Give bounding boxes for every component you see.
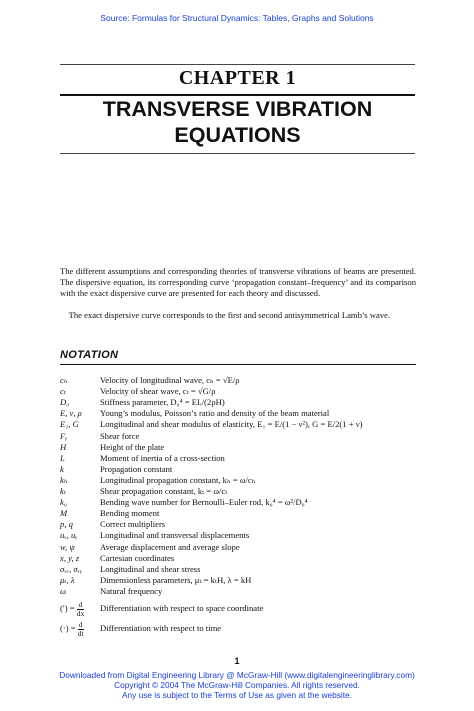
notation-description: Propagation constant — [100, 463, 173, 474]
footer-copyright-link[interactable]: Copyright © 2004 The McGraw-Hill Companies. All rights reserved. — [114, 680, 360, 690]
notation-description: Velocity of longitudinal wave, cₕ = √E/ρ — [100, 375, 240, 385]
notation-symbol: Fᵧ — [60, 430, 68, 441]
chapter-rule-top — [60, 64, 415, 65]
page-number: 1 — [234, 656, 240, 666]
notation-description: Moment of inertia of a cross-section — [100, 452, 225, 463]
dot-operator-fraction — [78, 621, 84, 638]
notation-symbol: Iᵣ — [60, 452, 65, 463]
notation-symbol: x, y, z — [60, 552, 80, 563]
notation-symbol: M — [60, 508, 68, 519]
notation-description: Height of the plate — [100, 441, 165, 452]
notation-symbol: kₕ — [60, 474, 68, 485]
notation-symbol: ω — [60, 585, 67, 596]
notation-symbol: cₕ — [60, 375, 68, 385]
notation-description: Average displacement and average slope — [100, 541, 240, 552]
notation-symbol: E, ν, ρ — [60, 408, 82, 419]
intro-paragraph-1: The different assumptions and corresponding theories of transverse vibrations of beams are presented. The dispersive equation, its corresponding curve ‘propagation constant–frequency’ and its comparison with the exact dispersive curve are presented for each theory and discussed. — [60, 266, 416, 298]
prime-operator-description: Differentiation with respect to space coordinate — [100, 603, 264, 613]
dot-operator-numerator: d — [78, 619, 83, 629]
notation-description: Longitudinal and shear modulus of elasticity, E₁ = E/(1 − ν²), G = E/2(1 + ν) — [100, 419, 363, 430]
prime-operator-symbol — [60, 599, 84, 618]
notation-symbol: σₓₓ, σₓᵧ — [60, 563, 83, 574]
notation-description: Bending moment — [100, 508, 160, 519]
notation-description: Correct multipliers — [100, 519, 166, 530]
notation-description: Longitudinal and shear stress — [100, 563, 201, 574]
chapter-title — [60, 96, 415, 148]
dot-operator-symbol — [60, 619, 84, 638]
notation-description: Longitudinal propagation constant, kₕ = ω/cₕ — [100, 474, 256, 485]
chapter-title-line-1: TRANSVERSE VIBRATION — [102, 97, 373, 121]
prime-operator-denominator: dx — [76, 608, 85, 618]
notation-description: Stiffness parameter, D₀⁴ = EIᵣ/(2ρH) — [100, 397, 225, 408]
notation-description: Dimensionless parameters, μₜ = kₜH, λ = kH — [100, 574, 252, 585]
chapter-title-line-2: EQUATIONS — [174, 123, 301, 147]
notation-symbol: H — [60, 441, 67, 452]
chapter-rule-bottom — [60, 153, 415, 154]
notation-description: Shear force — [100, 430, 140, 441]
notation-description: Shear propagation constant, kₜ = ω/cₜ — [100, 486, 228, 496]
notation-symbol: D₀ — [60, 397, 70, 408]
intro-paragraph-2: The exact dispersive curve corresponds to the first and second antisymmetrical Lamb’s wave. — [60, 310, 391, 320]
notation-symbol: kₜ — [60, 486, 66, 496]
notation-description: Natural frequency — [100, 585, 163, 596]
notation-symbol: cₜ — [60, 386, 66, 397]
dot-operator-denominator: dt — [77, 628, 84, 638]
source-link[interactable]: Source: Formulas for Structural Dynamics: Tables, Graphs and Solutions — [100, 13, 374, 23]
notation-description: Cartesian coordinates — [100, 552, 175, 563]
dot-operator-left: (·) = — [60, 623, 76, 633]
notation-description: Longitudinal and transversal displacements — [100, 530, 250, 541]
notation-symbol: w, ψ — [60, 541, 75, 552]
prime-operator-numerator: d — [78, 599, 83, 609]
notation-symbol: E₁, G — [60, 419, 79, 430]
notation-symbol: uₓ, uᵧ — [60, 530, 78, 541]
notation-symbol: k — [60, 463, 64, 474]
notation-rule — [60, 364, 416, 365]
notation-symbol: k₀ — [60, 497, 67, 508]
footer-download-link[interactable]: Downloaded from Digital Engineering Library @ McGraw-Hill (www.digitalengineeringlibrary.com) — [59, 670, 415, 680]
notation-heading: NOTATION — [60, 349, 119, 361]
prime-operator-fraction — [77, 601, 85, 618]
chapter-label: CHAPTER 1 — [178, 67, 297, 89]
footer-terms-link[interactable]: Any use is subject to the Terms of Use as given at the website. — [122, 690, 352, 700]
notation-description: Velocity of shear wave, cₜ = √G/ρ — [100, 386, 216, 397]
prime-operator-left: (′) = — [60, 603, 75, 613]
notation-description: Bending wave number for Bernoulli–Euler rod, k₀⁴ = ω²/D₀⁴ — [100, 497, 308, 508]
notation-symbol: μₜ, λ — [60, 574, 75, 585]
notation-symbol: p, q — [60, 519, 73, 530]
notation-description: Young’s modulus, Poisson’s ratio and density of the beam material — [100, 408, 330, 419]
dot-operator-description: Differentiation with respect to time — [100, 623, 222, 633]
